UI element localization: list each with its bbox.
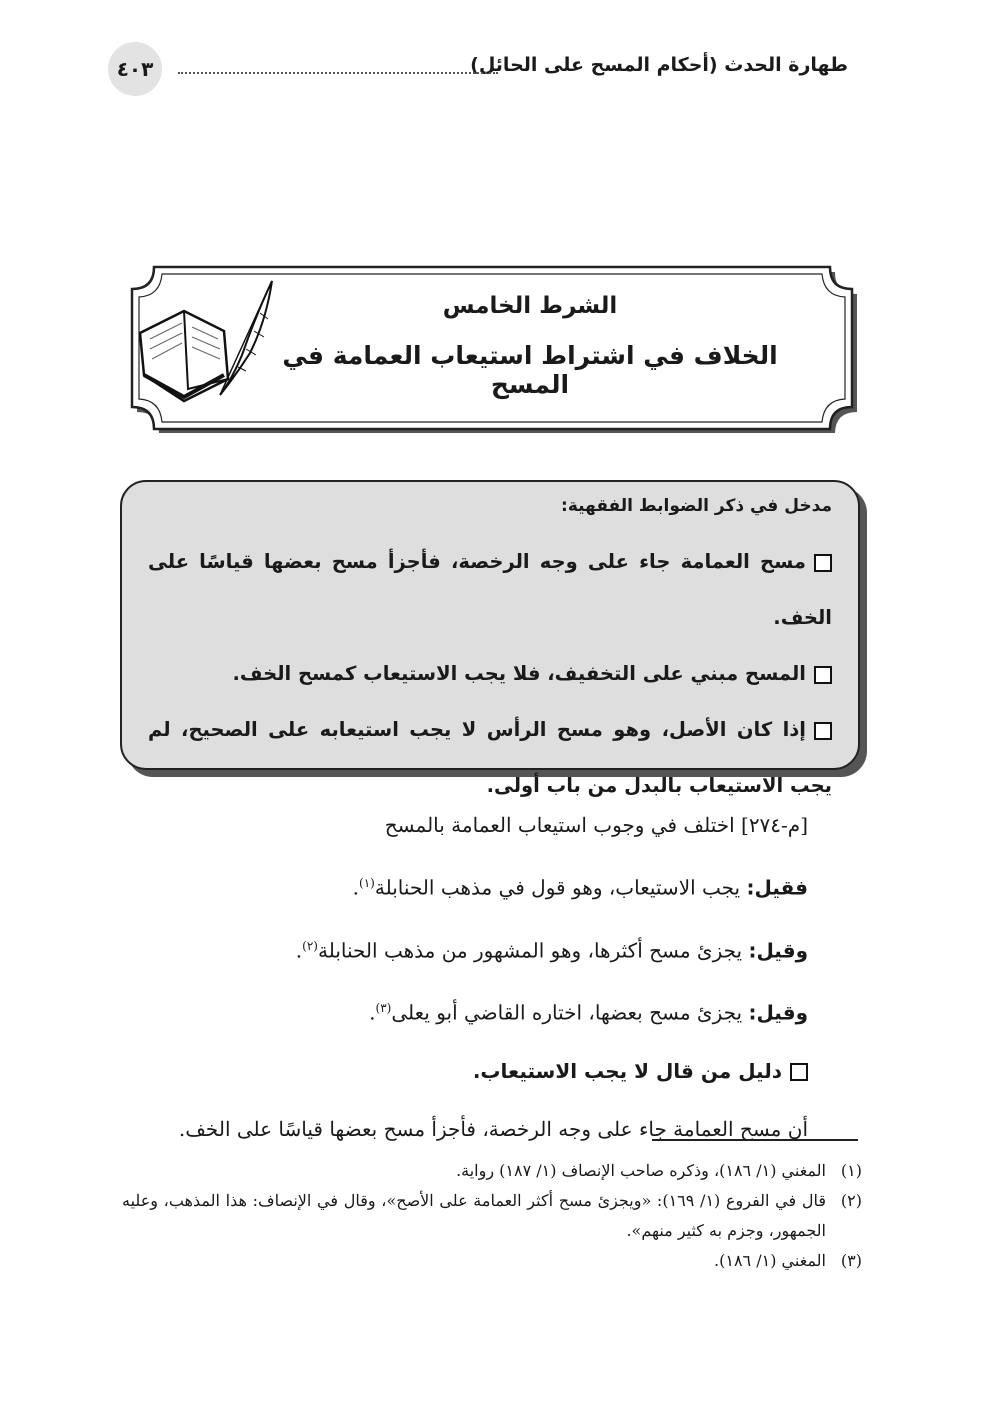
footnote-text: المغني (١/ ١٨٦)، وذكره صاحب الإنصاف (١/ ١٨٧) رواية. — [456, 1161, 826, 1180]
footnote-separator — [652, 1139, 858, 1141]
page-number: ٤٠٣ — [108, 42, 162, 96]
footnote-ref[interactable]: (٢) — [302, 938, 318, 953]
opinion-end: . — [352, 875, 360, 900]
footnote-number: (٢) — [840, 1191, 862, 1210]
footnote-number: (٣) — [840, 1251, 862, 1270]
opinion-end: . — [295, 938, 303, 963]
checkbox-icon — [790, 1063, 808, 1081]
opinion-text: يجزئ مسح أكثرها، وهو المشهور من مذهب الحنابلة — [317, 938, 749, 963]
evidence-heading — [118, 1042, 808, 1100]
opinion-lead: وقيل: — [748, 938, 808, 963]
footnote — [122, 1186, 862, 1246]
checkbox-icon — [814, 554, 832, 572]
footnote-text: قال في الفروع (١/ ١٦٩): «ويجزئ مسح أكثر العمامة على الأصح»، وقال في الإنصاف: هذا المذهب، وعليه الجمهور، وجزم به كثير منهم». — [122, 1191, 826, 1240]
header-dot-leader — [178, 72, 498, 74]
opinion-text: يجب الاستيعاب، وهو قول في مذهب الحنابلة — [374, 875, 747, 900]
issue-statement: [م-٢٧٤] اختلف في وجوب استيعاب العمامة بالمسح — [384, 813, 808, 837]
running-title: طهارة الحدث (أحكام المسح على الحائل) — [462, 54, 848, 76]
section-title-block — [270, 293, 790, 399]
intro-item — [148, 646, 832, 702]
intro-heading: مدخل في ذكر الضوابط الفقهية: — [561, 496, 832, 516]
opinion-lead: وقيل: — [748, 1000, 808, 1025]
opinion-end: . — [369, 1000, 376, 1025]
opinion-lead: فقيل: — [746, 875, 808, 900]
footnote-ref[interactable]: (١) — [359, 876, 375, 890]
intro-box — [120, 480, 860, 797]
footnote-ref[interactable]: (٣) — [375, 1001, 392, 1016]
footnote-text: المغني (١/ ١٨٦). — [714, 1251, 826, 1270]
footnote-number: (١) — [840, 1161, 862, 1180]
opinion-line — [118, 917, 808, 980]
opinion-line — [118, 854, 808, 917]
footnote — [122, 1246, 862, 1276]
intro-item-text: إذا كان الأصل، وهو مسح الرأس لا يجب استيعابه على الصحيح، لم يجب الاستيعاب بالبدل من باب أولى. — [148, 718, 832, 797]
opinion-line — [118, 979, 808, 1042]
checkbox-icon — [814, 666, 832, 684]
intro-item — [148, 534, 832, 646]
footnotes — [122, 1156, 862, 1276]
book-and-quill-icon — [132, 275, 282, 405]
intro-item-text: مسح العمامة جاء على وجه الرخصة، فأجزأ مسح بعضها قياسًا على الخف. — [148, 550, 832, 629]
evidence-heading-text: دليل من قال لا يجب الاستيعاب. — [472, 1058, 782, 1083]
evidence-text: أن مسح العمامة جاء على وجه الرخصة، فأجزأ مسح بعضها قياسًا على الخف. — [178, 1116, 808, 1141]
footnote — [122, 1156, 862, 1186]
checkbox-icon — [814, 722, 832, 740]
page-header — [108, 42, 848, 98]
opinion-text: يجزئ مسح بعضها، اختاره القاضي أبو يعلى — [391, 1000, 749, 1025]
intro-item-text: المسح مبني على التخفيف، فلا يجب الاستيعاب كمسح الخف. — [232, 662, 806, 685]
section-title-frame — [114, 263, 870, 433]
main-body — [118, 796, 808, 1158]
section-label: الشرط الخامس — [442, 293, 618, 319]
section-title: الخلاف في اشتراط استيعاب العمامة في المسح — [282, 341, 778, 399]
